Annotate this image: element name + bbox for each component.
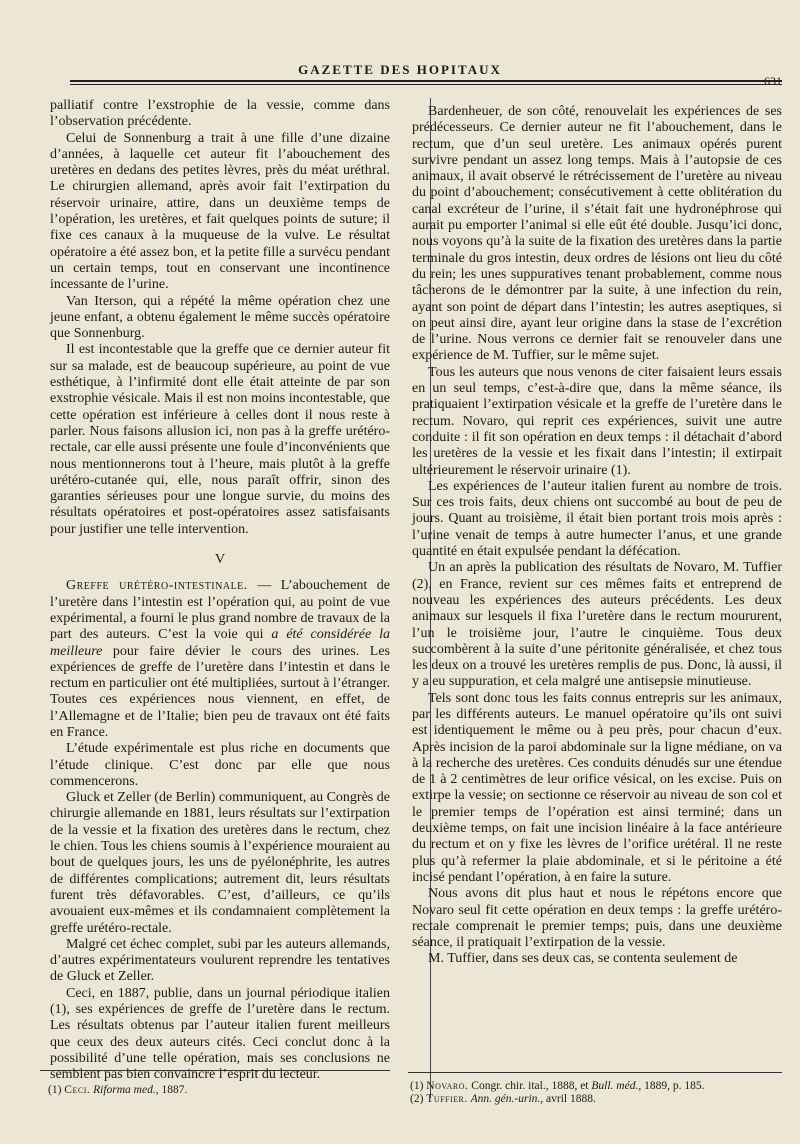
footnote-text: Congr. chir. ital., 1888, et bbox=[471, 1080, 589, 1092]
paragraph: Il est incontestable que la greffe que ce dernier auteur fit sur sa malade, est de beaucoup supérieure, au point de vue esthétique, à l’infirmité dont elle était atteinte de par son exstrophie vésicale. Mais il est non moins incontestable, que cette opération est inférieure à celles dont il nous reste à parler. Nous faisons allusion ici, non pas à la greffe urétéro-rectale, car elle aussi présente une foule d’inconvénients que nous mentionnerons tout à l’heure, mais plutôt à la greffe urétéro-cutanée qui, elle, nous paraît offrir, sinon des garanties sérieuses pour une longue survie, du moins des résultats opératoires et post-opératoires assez satisfaisants pour justifier une telle intervention. bbox=[50, 342, 390, 537]
footnote bbox=[410, 1080, 782, 1093]
footnote-author: Tuffier. bbox=[426, 1093, 468, 1105]
footnote-year: 1887. bbox=[161, 1084, 188, 1096]
footnotes-right bbox=[410, 1080, 782, 1106]
paragraph: Bardenheuer, de son côté, renouvelait les expériences de ses prédécesseurs. Ce dernier auteur ne fit l’abouchement, dans le rectum, que d’un seul uretère. Les animaux opérés purent survivre pendant un assez long temps. Mais à l’autopsie de ces animaux, il avait observé le rétrécissement de l’uretère au niveau du point d’abouchement; consécutivement à cette oblitération du canal excréteur de l’urine, il s’était fait une hydronéphrose qui aurait pu emporter l’animal si elle eût été double. Jusqu’ici donc, nous voyons qu’à la suite de la fixation des uretères dans la partie terminale du gros intestin, deux ordres de lésions ont lieu du côté du rein; les unes suppuratives tenant probablement, comme nous tâcherons de le démontrer par la suite, à une infection du rein, ayant son point de départ dans l’intestin; les autres aseptiques, si on peut ainsi dire, ayant leur origine dans la stase de l’excrétion de l’urine. Nous verrons ce dernier fait se renouveler dans une expérience de M. Tuffier, sur le même sujet. bbox=[412, 104, 782, 364]
footnote-source: Riforma med., bbox=[93, 1084, 159, 1096]
section-rest-text: pour faire dévier le cours des urines. Les expériences de greffe de l’uretère dans l’intestin et dans le rectum en particulier ont été multipliées, surtout à l’étranger. Toutes ces expériences nous viennent, en effet, de l’Allemagne et de l’Italie; bien peu de travaux ont été faits en France. bbox=[50, 643, 390, 740]
footnote-tail: avril 1888. bbox=[546, 1093, 596, 1105]
paragraph: Gluck et Zeller (de Berlin) communiquent, au Congrès de chirurgie allemande en 1881, leurs résultats sur l’extirpation de la vessie et la fixation des uretères dans le rectum, chez le chien. Tous les chiens soumis à l’expérience mouraient au bout de quelques jours, les uns de pyélonéphrite, les autres de différentes complications; autrement dit, leurs résultats furent très défavorables. C’est, d’ailleurs, ce qu’ils avouaient eux-mêmes et ils condamnaient complètement la greffe urétéro-rectale. bbox=[50, 790, 390, 936]
section-italic-text: a été considérée la meilleure bbox=[50, 627, 390, 659]
paragraph: L’étude expérimentale est plus riche en documents que l’étude clinique. C’est donc par elle que nous commencerons. bbox=[50, 741, 390, 789]
paragraph: Nous avons dit plus haut et nous le répétons encore que Novaro seul fit cette opération en deux temps : la greffe urétéro-rectale comprenait le premier temps; puis, dans une deuxième séance, il pratiquait l’extirpation de la vessie. bbox=[412, 886, 782, 951]
paragraph: Un an après la publication des résultats de Novaro, M. Tuffier (2), en France, revient sur ces mêmes faits et entreprend de nouveau les expériences des auteurs précédents. Les deux animaux sur lesquels il fixa l’uretère dans le rectum moururent, l’un le troisième jour, l’autre le cinquième. Tous deux succombèrent à la suite d’une péritonite généralisée, et chez tous les deux on a trouvé les uretères remplis de pus. Donc, là aussi, il y a eu suppuration, et cela malgré une antisepsie minutieuse. bbox=[412, 560, 782, 690]
paragraph: Tels sont donc tous les faits connus entrepris sur les animaux, par les différents auteurs. Le manuel opératoire qu’ils ont suivi est identiquement le même ou à peu près, pour chacun d’eux. Après incision de la paroi abdominale sur la ligne médiane, on va à la recherche des uretères. Ces conduits dénudés sur une étendue de 1 à 2 centimètres de leur orifice vésical, on les excise. Puis on extirpe la vessie; on sectionne ce réservoir au niveau de son col et le premier temps de l’opération est ainsi terminé; dans un deuxième temps, on fait une incision linéaire à la face antérieure du rectum et on y fixe les lèvres de l’orifice urétéral. Il ne reste plus qu’à refermer la plaie abdominale, et si le péritoine a été incisé pendant l’opération, à en faire la suture. bbox=[412, 690, 782, 885]
footnote-source: Ann. gén.-urin., bbox=[470, 1093, 544, 1105]
section-heading: Greffe urétéro-intestinale. bbox=[66, 578, 248, 594]
footnote-marker: (1) bbox=[48, 1084, 62, 1096]
header-rule-thin bbox=[70, 84, 782, 85]
paragraph: Celui de Sonnenburg a trait à une fille d’une dizaine d’années, à laquelle cet auteur fit l’abouchement des uretères en dedans des petites lèvres, près du méat uréthral. Le chirurgien allemand, après avoir fait l’extirpation du réservoir urinaire, attire, dans un deuxième temps de l’opération, les uretères, et fait quelques points de suture; il fixe ces canaux à la muqueuse de la vulve. Le résultat opératoire a été assez bon, et la petite fille a survécu pendant un certain temps, tout en conservant une incontinence incessante de l’urine. bbox=[50, 130, 390, 293]
header-rule bbox=[70, 80, 782, 82]
paragraph: Ceci, en 1887, publie, dans un journal périodique italien (1), ses expériences de greffe de l’uretère dans le rectum. Les résultats obtenus par l’auteur italien furent meilleurs que ceux des deux auteurs cités. Ceci conclut donc à la possibilité d’une telle opération, mais ses conclusions ne semblent pas bien convaincre l’esprit du lecteur. bbox=[50, 985, 390, 1083]
footnote-source: Bull. méd., bbox=[591, 1080, 642, 1092]
footnote-rule bbox=[408, 1072, 782, 1073]
paragraph: Malgré cet échec complet, subi par les auteurs allemands, d’autres expérimentateurs voulurent reprendre les tentatives de Gluck et Zeller. bbox=[50, 936, 390, 985]
footnote-author: Novaro. bbox=[426, 1080, 469, 1092]
page-number: 631 bbox=[764, 74, 782, 88]
section-number: V bbox=[214, 552, 226, 568]
footnote bbox=[410, 1093, 782, 1106]
footnote-rule bbox=[40, 1070, 390, 1071]
footnote-marker: (2) bbox=[410, 1093, 424, 1105]
page-header bbox=[0, 62, 800, 92]
footnote-author: Ceci. bbox=[64, 1084, 91, 1096]
journal-title: GAZETTE DES HOPITAUX bbox=[298, 62, 502, 77]
left-column bbox=[50, 98, 390, 1084]
section-lead-text: — L’abouchement de l’uretère dans l’intestin est l’opération qui, au point de vue expérimental, a fourni le plus grand nombre de travaux de la part des auteurs. C’est la voie qui bbox=[50, 578, 391, 643]
right-column bbox=[412, 104, 782, 968]
footnote-tail: 1889, p. 185. bbox=[644, 1080, 705, 1092]
section-intro-paragraph bbox=[50, 578, 390, 741]
footnote bbox=[48, 1084, 388, 1097]
paragraph: Tous les auteurs que nous venons de citer faisaient leurs essais en un seul temps, c’est-à-dire que, dans la même séance, ils pratiquaient l’extirpation vésicale et la greffe de l’uretère dans le rectum. Novaro, qui reprit ces expériences, suivit une autre conduite : il fit son opération en deux temps : il détachait d’abord les uretères de la vessie et les fixait dans l’intestin; il extirpait ultérieurement le réservoir urinaire (1). bbox=[412, 364, 782, 478]
paragraph: Van Iterson, qui a répété la même opération chez une jeune enfant, a obtenu également le même succès opératoire que Sonnenburg. bbox=[50, 293, 390, 342]
footnote-marker: (1) bbox=[410, 1080, 424, 1092]
paragraph: Les expériences de l’auteur italien furent au nombre de trois. Sur ces trois faits, deux chiens ont succombé au bout de peu de jours. Quant au troisième, il était bien portant trois mois après : l’urine venait de temps à autre humecter l’anus, et une grande quantité en était expulsée pendant la défécation. bbox=[412, 478, 782, 560]
paragraph: palliatif contre l’exstrophie de la vessie, comme dans l’observation précédente. bbox=[50, 98, 390, 130]
paragraph: M. Tuffier, dans ses deux cas, se contenta seulement de bbox=[428, 951, 738, 967]
